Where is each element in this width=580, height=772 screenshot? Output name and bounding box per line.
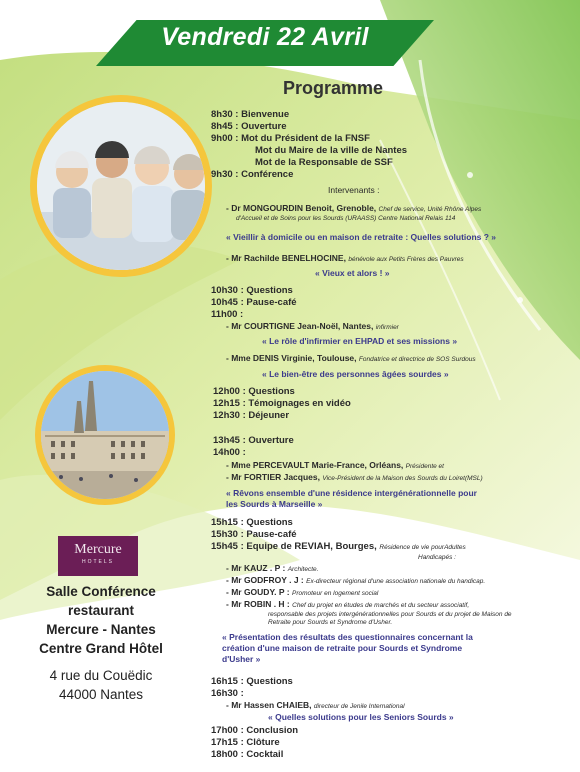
team-member: - Mr GOUDY. P : Promoteur en logement social xyxy=(226,587,379,597)
schedule-item: Mot de la Responsable de SSF xyxy=(255,157,393,168)
schedule-item: 17h15 : Clôture xyxy=(211,737,280,748)
venue-line4: Centre Grand Hôtel xyxy=(39,641,163,656)
schedule-item: 11h00 : xyxy=(211,309,244,320)
date-banner-text: Vendredi 22 Avril xyxy=(161,23,369,51)
speaker-name: - Mr FORTIER Jacques, Vice-Président de la Maison des Sourds du Loiret(MSL) xyxy=(226,472,483,482)
venue-line1: Salle Conférence xyxy=(46,584,156,599)
speaker-role: Handicapés : xyxy=(418,554,456,561)
venue-line3: Mercure - Nantes xyxy=(46,622,156,637)
schedule-item: 9h00 : Mot du Président de la FNSF xyxy=(211,133,370,144)
speaker-role: d'Accueil et de Soins pour les Sourds (URAASS) Centre National Relais 114 xyxy=(236,215,456,222)
speaker-name: - Mme DENIS Virginie, Toulouse, Fondatrice et directrice de SOS Surdous xyxy=(226,353,476,363)
schedule-item: 12h30 : Déjeuner xyxy=(213,410,290,421)
schedule-item: 15h45 : Equipe de REVIAH, Bourges, Résidence de vie pourAdultes xyxy=(211,541,466,552)
schedule-item: 12h15 : Témoignages en vidéo xyxy=(213,398,351,409)
speaker-role: Retraite pour Sourds et Syndrome d'Usher. xyxy=(268,619,393,626)
venue-address2: 44000 Nantes xyxy=(58,687,144,702)
speaker-name: - Mme PERCEVAULT Marie-France, Orléans, Présidente et xyxy=(226,460,444,470)
page-title: Programme xyxy=(282,78,384,98)
talk-title: « Le bien-être des personnes âgées sourdes » xyxy=(262,369,449,379)
venue-line2: restaurant xyxy=(67,603,135,618)
team-member: - Mr ROBIN . H : Chef du projet en études de marchés et du secteur associatif, xyxy=(226,599,470,609)
schedule-item: 8h30 : Bienvenue xyxy=(211,109,290,120)
intervenants-label: Intervenants : xyxy=(328,185,380,195)
schedule-item: 13h45 : Ouverture xyxy=(213,435,294,446)
logo-sub: HOTELS xyxy=(81,559,114,565)
schedule-item: 15h15 : Questions xyxy=(211,517,293,528)
talk-title: les Sourds à Marseille » xyxy=(226,499,323,509)
talk-title: « Rêvons ensemble d'une résidence intergénérationnelle pour xyxy=(226,488,477,498)
schedule-item: Mot du Maire de la ville de Nantes xyxy=(255,145,408,156)
talk-title: « Vieillir à domicile ou en maison de retraite : Quelles solutions ? » xyxy=(226,232,497,242)
schedule-item: 16h15 : Questions xyxy=(211,676,293,687)
schedule-item: 8h45 : Ouverture xyxy=(211,121,287,132)
talk-title: « Présentation des résultats des questionnaires concernant la xyxy=(222,632,473,642)
schedule-item: 10h45 : Pause-café xyxy=(211,297,297,308)
schedule-item: 12h00 : Questions xyxy=(213,386,295,397)
speaker-name: - Mr COURTIGNE Jean-Noël, Nantes, infirmier xyxy=(226,321,399,331)
schedule-item: 18h00 : Cocktail xyxy=(211,749,284,760)
schedule-item: 17h00 : Conclusion xyxy=(211,725,299,736)
schedule-item: 15h30 : Pause-café xyxy=(211,529,297,540)
talk-title: « Vieux et alors ! » xyxy=(315,268,390,278)
talk-title: création d'une maison de retraite pour Sourds et Syndrome xyxy=(222,643,463,653)
talk-title: d'Usher » xyxy=(222,654,261,664)
talk-title: « Le rôle d'infirmier en EHPAD et ses missions » xyxy=(262,336,458,346)
team-member: - Mr GODFROY . J : Ex-directeur régional d'une association nationale du handicap. xyxy=(226,575,486,585)
speaker-name: - Mr Hassen CHAIEB, directeur de Jenile International xyxy=(226,700,405,710)
speaker-name: - Dr MONGOURDIN Benoit, Grenoble, Chef de service, Unité Rhône Alpes xyxy=(226,203,482,213)
team-member: - Mr KAUZ . P : Architecte. xyxy=(226,563,319,573)
speaker-role: responsable des projets intergénérationnelles pour Sourds et du projet de Maison de xyxy=(268,611,512,618)
schedule-item: 10h30 : Questions xyxy=(211,285,293,296)
schedule-item: 16h30 : xyxy=(211,688,244,699)
speaker-name: - Mr Rachilde BENELHOCINE, bénévole aux Petits Frères des Pauvres xyxy=(226,253,464,263)
schedule-item: 14h00 : xyxy=(213,447,246,458)
schedule-item: 9h30 : Conférence xyxy=(211,169,294,180)
logo-name: Mercure xyxy=(74,542,122,557)
talk-title: « Quelles solutions pour les Seniors Sourds » xyxy=(268,712,454,722)
venue-address1: 4 rue du Couëdic xyxy=(49,668,153,683)
